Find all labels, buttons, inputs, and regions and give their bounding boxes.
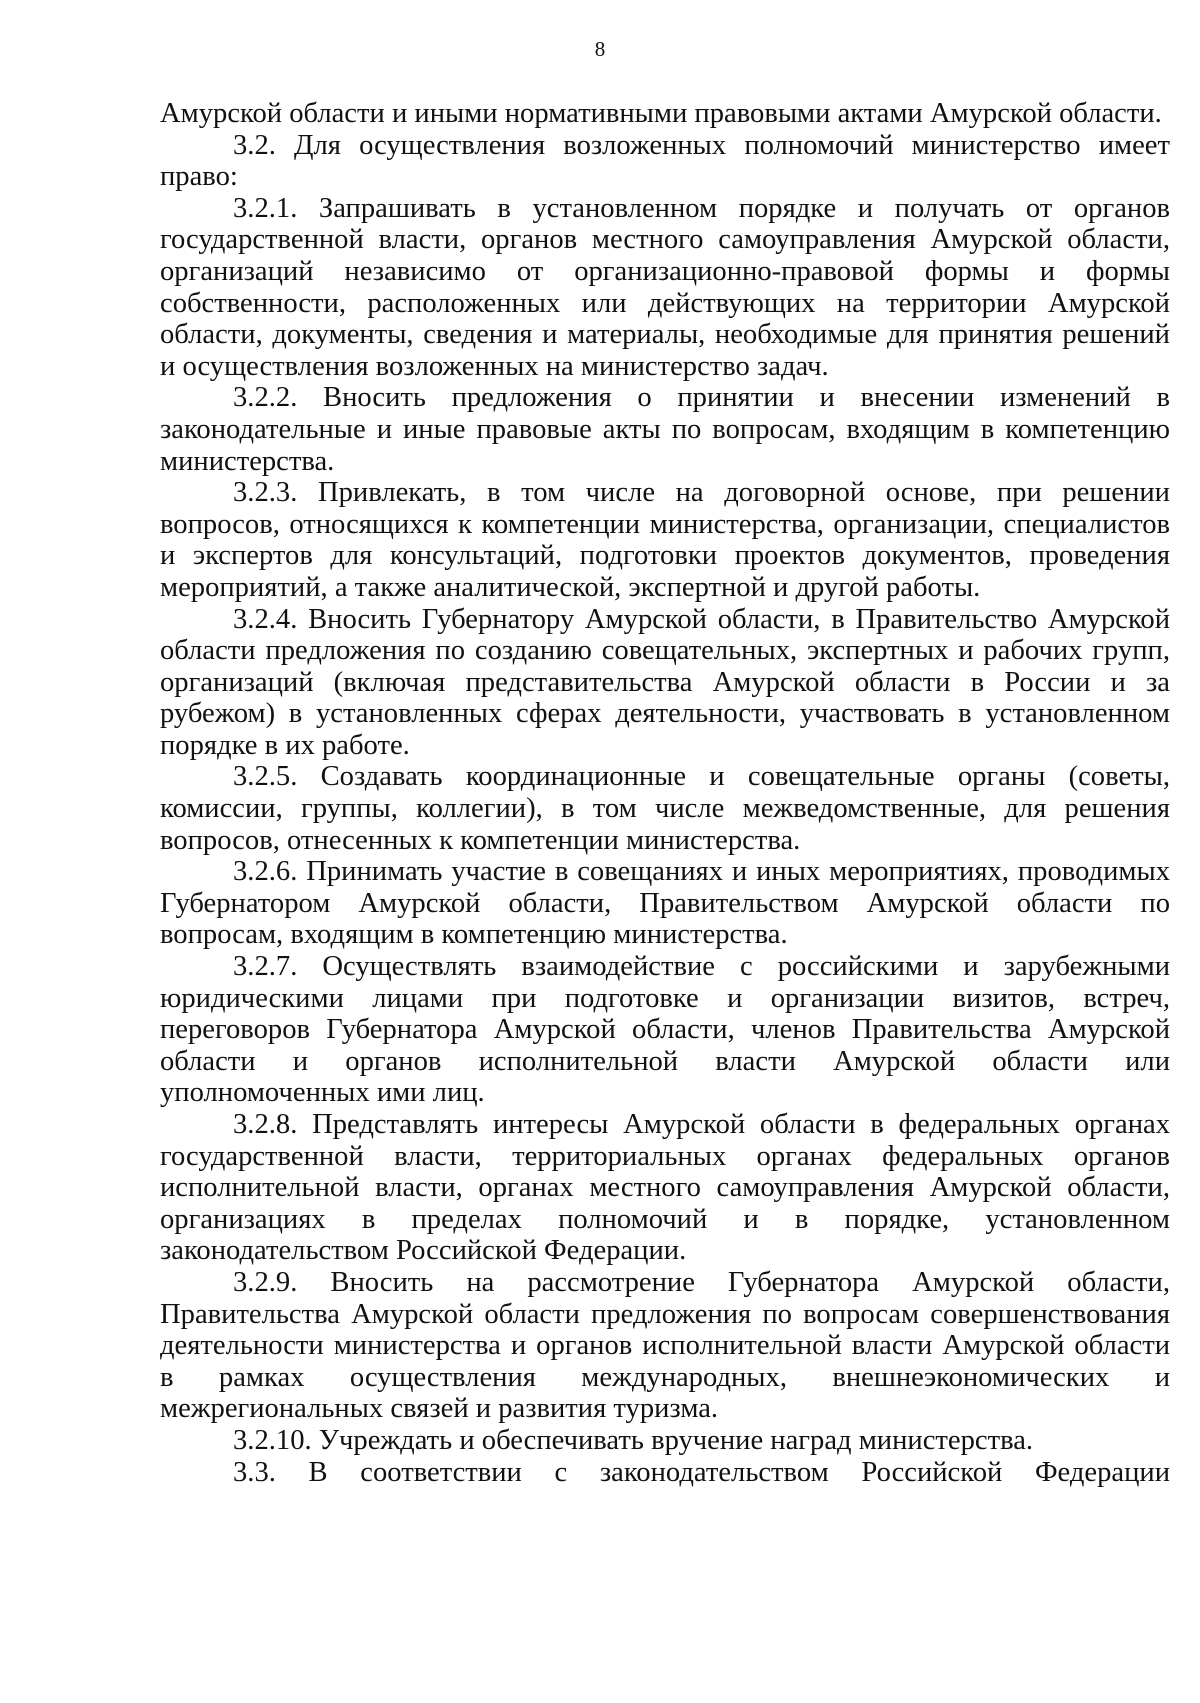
page-number: 8 <box>594 37 606 61</box>
paragraph-3-2-10: 3.2.10. Учреждать и обеспечивать вручение наград министерства. <box>233 1424 1034 1456</box>
paragraph-3-2-2: 3.2.2. Вносить предложения о принятии и внесении изменений в законодательные и иные правовые акты по вопросам, входящим в компетенцию министерства. <box>160 382 1170 477</box>
paragraph-3-2-3: 3.2.3. Привлекать, в том числе на договорной основе, при решении вопросов, относящихся к компетенции министерства, организации, специалистов и экспертов для консультаций, подготовки проектов документов, проведения мероприятий, а также аналитической, экспертной и другой работы. <box>160 477 1170 603</box>
paragraph-3-2-7: 3.2.7. Осуществлять взаимодействие с российскими и зарубежными юридическими лицами при подготовке и организации визитов, встреч, переговоров Губернатора Амурской области, членов Правительства Амурской области и органов исполнительной власти Амурской области или уполномоченных ими лиц. <box>160 951 1170 1109</box>
paragraph-continuation: Амурской области и иными нормативными правовыми актами Амурской области. <box>160 98 1162 129</box>
paragraph-3-2-8: 3.2.8. Представлять интересы Амурской области в федеральных органах государственной власти, территориальных органах федеральных органов исполнительной власти, органах местного самоуправления Амурской области, организациях в пределах полномочий и в порядке, установленном законодательством Российской Федерации. <box>160 1109 1170 1267</box>
paragraph-3-2-4: 3.2.4. Вносить Губернатору Амурской области, в Правительство Амурской области предложения по созданию совещательных, экспертных и рабочих групп, организаций (включая представительства Амурской области в России и за рубежом) в установленных сферах деятельности, участвовать в установленном порядке в их работе. <box>160 603 1170 761</box>
paragraph-3-3: 3.3. В соответствии с законодательством Российской Федерации <box>233 1456 1170 1488</box>
paragraph-3-2-6: 3.2.6. Принимать участие в совещаниях и иных мероприятиях, проводимых Губернатором Амурской области, Правительством Амурской области по вопросам, входящим в компетенцию министерства. <box>160 856 1170 951</box>
paragraph-3-2-5: 3.2.5. Создавать координационные и совещательные органы (советы, комиссии, группы, коллегии), в том числе межведомственные, для решения вопросов, отнесенных к компетенции министерства. <box>160 761 1170 856</box>
document-body <box>160 98 1170 1488</box>
paragraph-3-2: 3.2. Для осуществления возложенных полномочий министерство имеет право: <box>160 129 1170 193</box>
paragraph-3-2-9: 3.2.9. Вносить на рассмотрение Губернатора Амурской области, Правительства Амурской области предложения по вопросам совершенствования деятельности министерства и органов исполнительной власти Амурской области в рамках осуществления международных, внешнеэкономических и межрегиональных связей и развития туризма. <box>160 1266 1170 1425</box>
paragraph-3-2-1: 3.2.1. Запрашивать в установленном порядке и получать от органов государственной власти, органов местного самоуправления Амурской области, организаций независимо от организационно-правовой формы и формы собственности, расположенных или действующих на территории Амурской области, документы, сведения и материалы, необходимые для принятия решений и осуществления возложенных на министерство задач. <box>160 192 1170 382</box>
